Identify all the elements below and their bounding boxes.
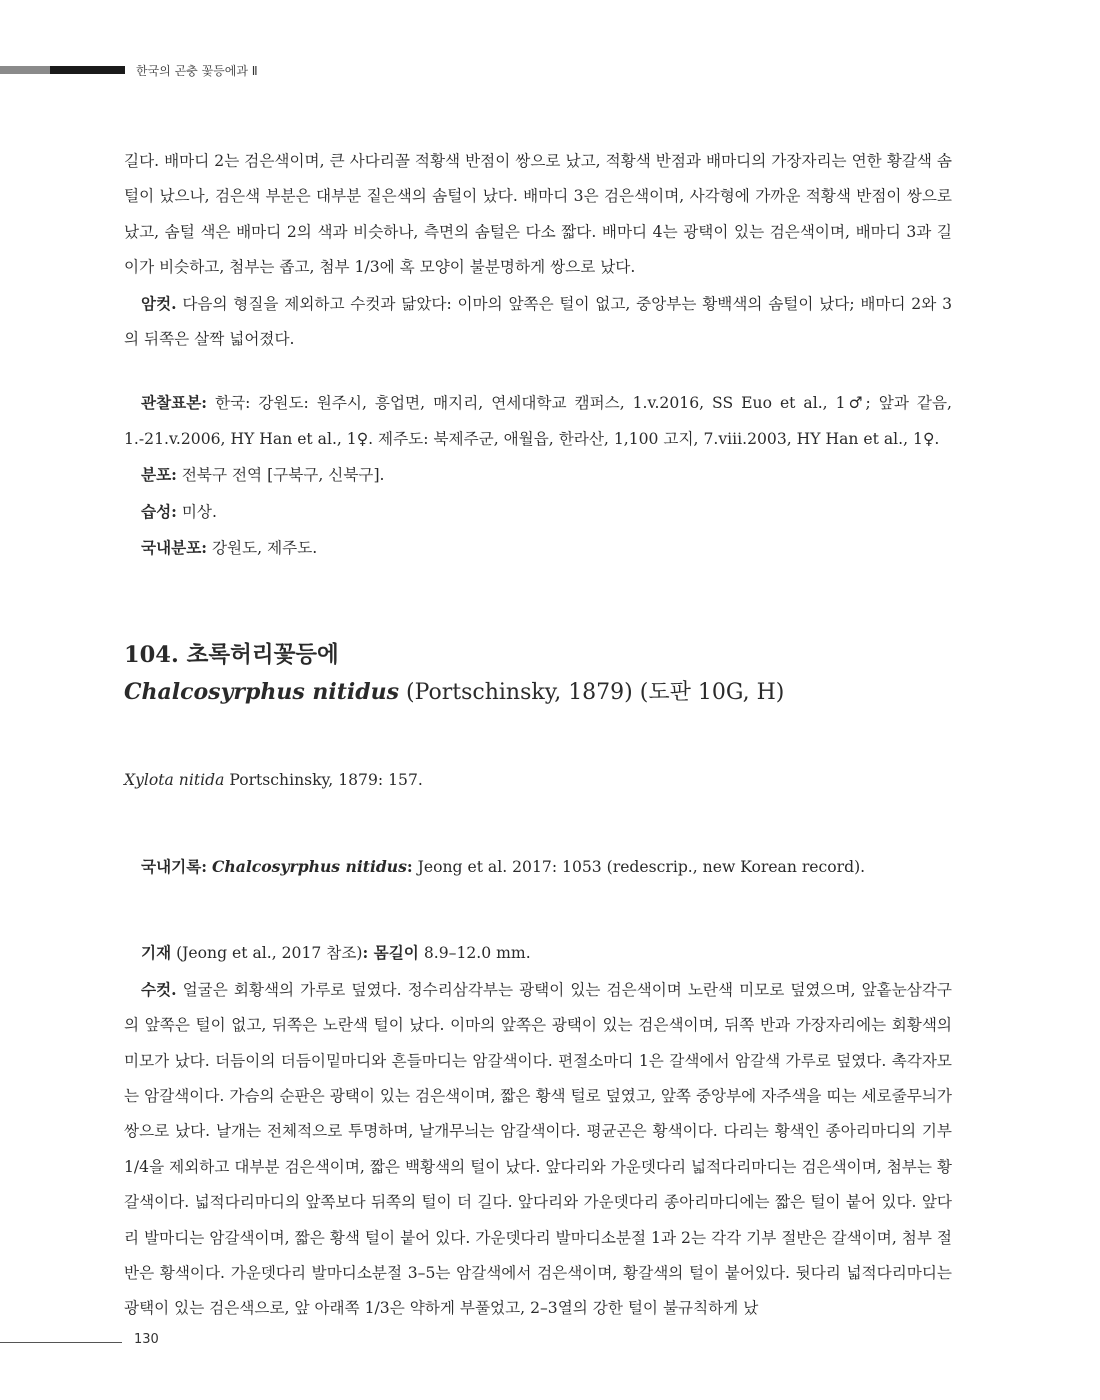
paragraph-synonym xyxy=(124,763,952,798)
female-text: 다음의 형질을 제외하고 수컷과 닮았다: 이마의 앞쪽은 털이 없고, 중앙부는 황백색의 솜털이 났다; 배마디 2와 3의 뒤쪽은 살짝 넓어졌다. xyxy=(124,294,952,349)
paragraph-domestic-record xyxy=(124,849,952,885)
species-scientific-name: Chalcosyrphus nitidus xyxy=(124,679,399,706)
male-text: 얼굴은 회황색의 가루로 덮였다. 정수리삼각부는 광택이 있는 검은색이며 노란색 미모로 덮였으며, 앞홑눈삼각구의 앞쪽은 털이 없고, 뒤쪽은 노란색 털이 났다. 이마의 앞쪽은 광택이 있는 검은색이며, 뒤쪽 반과 가장자리에는 회황색의 미모가 났다. 더듬이의 더듬이밑마디와 흔들마디는 암갈색이다. 편절소마디 1은 갈색에서 암갈색 가루로 덮였다. 촉각자모는 암갈색이다. 가슴의 순판은 광택이 있는 검은색이며, 짧은 황색 털로 덮였고, 앞쪽 중앙부에 자주색을 띠는 세로줄무늬가 쌍으로 났다. 날개는 전체적으로 투명하며, 날개무늬는 암갈색이다. 평균곤은 황색이다. 다리는 황색인 종아리마디의 기부 1/4을 제외하고 대부분 검은색이며, 짧은 백황색의 털이 났다. 앞다리와 가운뎃다리 넓적다리마디는 검은색이며, 첨부는 황갈색이다. 넓적다리마디의 앞쪽보다 뒤쪽의 털이 더 길다. 앞다리와 가운뎃다리 종아리마디에는 짧은 털이 붙어 있다. 앞다리 발마디는 암갈색이며, 짧은 황색 털이 붙어 있다. 가운뎃다리 발마디소분절 1과 2는 각각 기부 절반은 갈색이며, 첨부 절반은 황색이다. 가운뎃다리 발마디소분절 3–5는 암갈색에서 검은색이며, 황갈색의 털이 붙어있다. 뒷다리 넓적다리마디는 광택이 있는 검은색으로, 앞 아래쪽 1/3은 약하게 부풀었고, 2–3열의 강한 털이 불규칙하게 났 xyxy=(124,980,952,1318)
paragraph-habit xyxy=(124,494,952,530)
paragraph-distribution xyxy=(124,457,952,493)
paragraph-domestic-distribution xyxy=(124,530,952,566)
paragraph-description xyxy=(124,935,952,971)
paragraph-abdomen: 길다. 배마디 2는 검은색이며, 큰 사다리꼴 적황색 반점이 쌍으로 났고, 적황색 반점과 배마디의 가장자리는 연한 황갈색 솜털이 났으나, 검은색 부분은 대부분 짙은색의 솜털이 났다. 배마디 3은 검은색이며, 사각형에 가까운 적황색 반점이 쌍으로 났고, 솜털 색은 배마디 2의 색과 비슷하나, 측면의 솜털은 다소 짧다. 배마디 4는 광택이 있는 검은색이며, 배마디 3과 길이가 비슷하고, 첨부는 좁고, 첨부 1/3에 혹 모양이 불분명하게 쌍으로 났다. xyxy=(124,152,952,277)
distribution-text: 전북구 전역 [구북구, 신북구]. xyxy=(176,466,385,485)
species-name-line xyxy=(124,672,952,713)
page-number: 130 xyxy=(134,1332,159,1347)
domestic-distribution-text: 강원도, 제주도. xyxy=(207,539,318,558)
specimens-text: 한국: 강원도: 원주시, 흥업면, 매지리, 연세대학교 캠퍼스, 1.v.2016, SS Euo et al., 1♂; 앞과 같음, 1.-21.v.2006, HY Han et al., 1♀. 제주도: 북제주군, 애월읍, 한라산, 1,100 고지, 7.viii.2003, HY Han et al., 1♀. xyxy=(124,394,952,448)
page-body xyxy=(124,144,952,1327)
footer-rule xyxy=(0,1342,122,1343)
synonym-name: Xylota nitida xyxy=(124,771,225,790)
habit-text: 미상. xyxy=(176,502,217,521)
domestic-record-text: Jeong et al. 2017: 1053 (redescrip., new Korean record). xyxy=(412,857,866,876)
domestic-distribution-label: 국내분포: xyxy=(141,538,208,558)
domestic-record-label: 국내기록: xyxy=(141,856,208,876)
species-title: 104. 초록허리꽃등에 xyxy=(124,642,339,669)
species-authority: (Portschinsky, 1879) (도판 10G, H) xyxy=(399,680,785,706)
paragraph-specimens xyxy=(124,385,952,457)
synonym-citation: Portschinsky, 1879: 157. xyxy=(224,771,423,790)
header-bar-black xyxy=(50,66,125,74)
paragraph-male xyxy=(124,972,952,1327)
domestic-record-colon: : xyxy=(406,856,413,876)
female-label: 암컷. xyxy=(141,293,177,313)
distribution-label: 분포: xyxy=(141,465,177,485)
description-ref: (Jeong et al., 2017 참조) xyxy=(171,944,363,963)
specimens-label: 관찰표본: xyxy=(141,393,208,413)
habit-label: 습성: xyxy=(141,501,177,521)
header-bar-gray xyxy=(0,66,50,74)
paragraph-female xyxy=(124,286,952,358)
body-length-label: : 몸길이 xyxy=(362,943,419,963)
domestic-record-species: Chalcosyrphus nitidus xyxy=(211,856,407,876)
male-label: 수컷. xyxy=(141,979,177,999)
running-title: 한국의 곤충 꽃등에과 Ⅱ xyxy=(136,64,258,78)
body-length-value: 8.9–12.0 mm. xyxy=(418,944,531,963)
description-label: 기재 xyxy=(141,943,172,963)
